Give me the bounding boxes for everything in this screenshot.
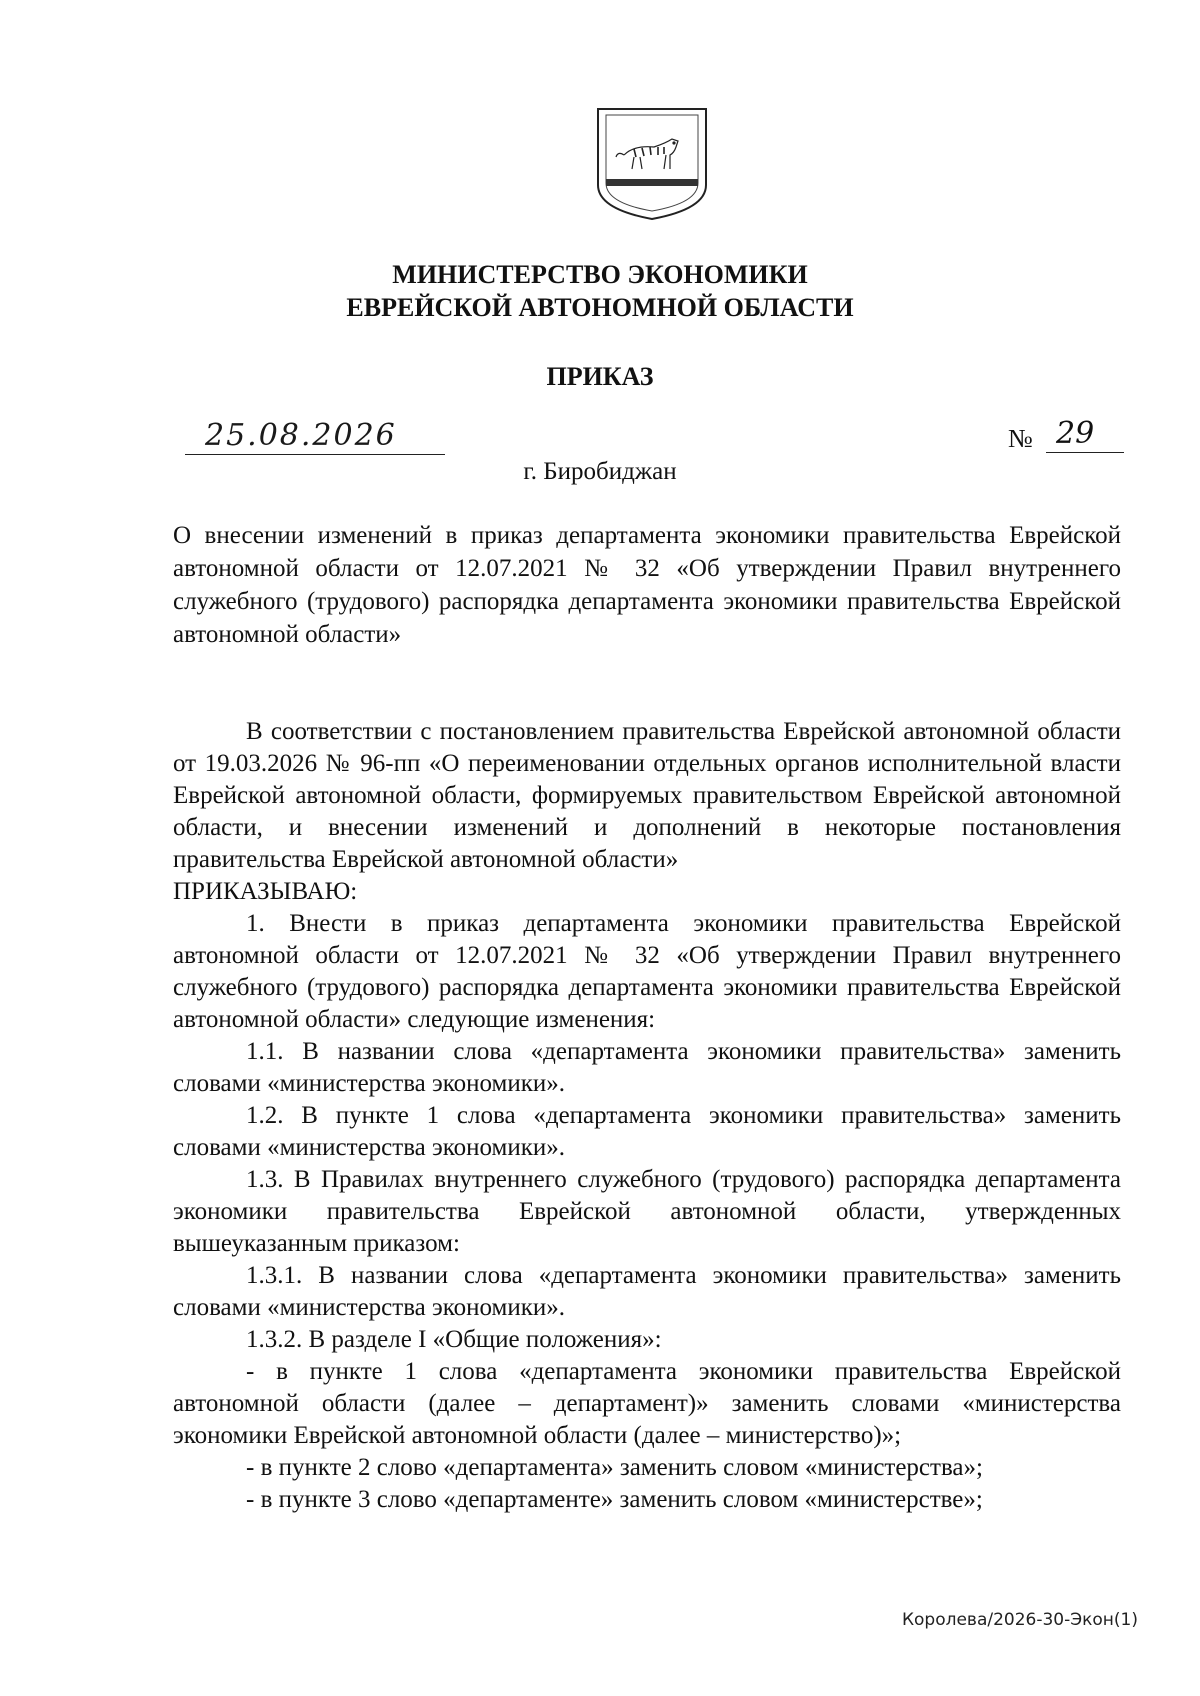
document-type: ПРИКАЗ [546,362,654,391]
list-item-1: - в пункте 1 слова «департамента экономики правительства Еврейской автономной области (далее – департамент)» заменить словами «министерства экономики Еврейской автономной области (далее – министерство)»; [173,1358,1121,1449]
preamble: В соответствии с постановлением правительства Еврейской автономной области от 19.03.2026 № 96-пп «О переименовании отдельных органов исполнительной власти Еврейской автономной области, формируемых правительством Еврейской автономной области, и внесении изменений и дополнений в некоторые постановления правительства Еврейской автономной области» [173,718,1121,873]
paragraph-1-3-1: 1.3.1. В названии слова «департамента экономики правительства» заменить словами «министерства экономики». [173,1262,1121,1321]
list-item-3: - в пункте 3 слово «департаменте» заменить словом «министерстве»; [246,1486,983,1513]
document-title: О внесении изменений в приказ департамента экономики правительства Еврейской автономной области от 12.07.2021 № 32 «Об утверждении Правил внутреннего служебного (трудового) распорядка департамента экономики правительства Еврейской автономной области» [173,522,1121,648]
paragraph-1: 1. Внести в приказ департамента экономики правительства Еврейской автономной области от 12.07.2021 № 32 «Об утверждении Правил внутреннего служебного (трудового) распорядка департамента экономики правительства Еврейской автономной области» следующие изменения: [173,910,1121,1033]
paragraph-1-3-2: 1.3.2. В разделе I «Общие положения»: [246,1326,662,1353]
date-field [185,420,445,455]
number-sign: № [1008,424,1033,453]
ministry-line-2: ЕВРЕЙСКОЙ АВТОНОМНОЙ ОБЛАСТИ [346,293,854,322]
number-line [1046,416,1124,453]
coat-of-arms-emblem [594,105,710,223]
paragraph-1-2: 1.2. В пункте 1 слова «департамента экономики правительства» заменить словами «министерства экономики». [173,1102,1121,1161]
ministry-line-1: МИНИСТЕРСТВО ЭКОНОМИКИ [392,260,808,289]
paragraph-1-1: 1.1. В названии слова «департамента экономики правительства» заменить словами «министерства экономики». [173,1038,1121,1097]
handwritten-number: 29 [1056,416,1095,451]
footer-registration-code: Королева/2026-30-Экон(1) [901,1610,1138,1630]
ministry-name [0,258,1200,324]
handwritten-date: 25.08.2026 [205,418,397,453]
paragraph-1-3: 1.3. В Правилах внутреннего служебного (трудового) распорядка департамента экономики правительства Еврейской автономной области, утвержденных вышеуказанным приказом: [173,1166,1121,1257]
order-word: ПРИКАЗЫВАЮ: [173,878,358,905]
document-body [173,716,1121,1516]
list-item-2: - в пункте 2 слово «департамента» заменить словом «министерства»; [246,1454,983,1481]
city: г. Биробиджан [523,458,677,485]
